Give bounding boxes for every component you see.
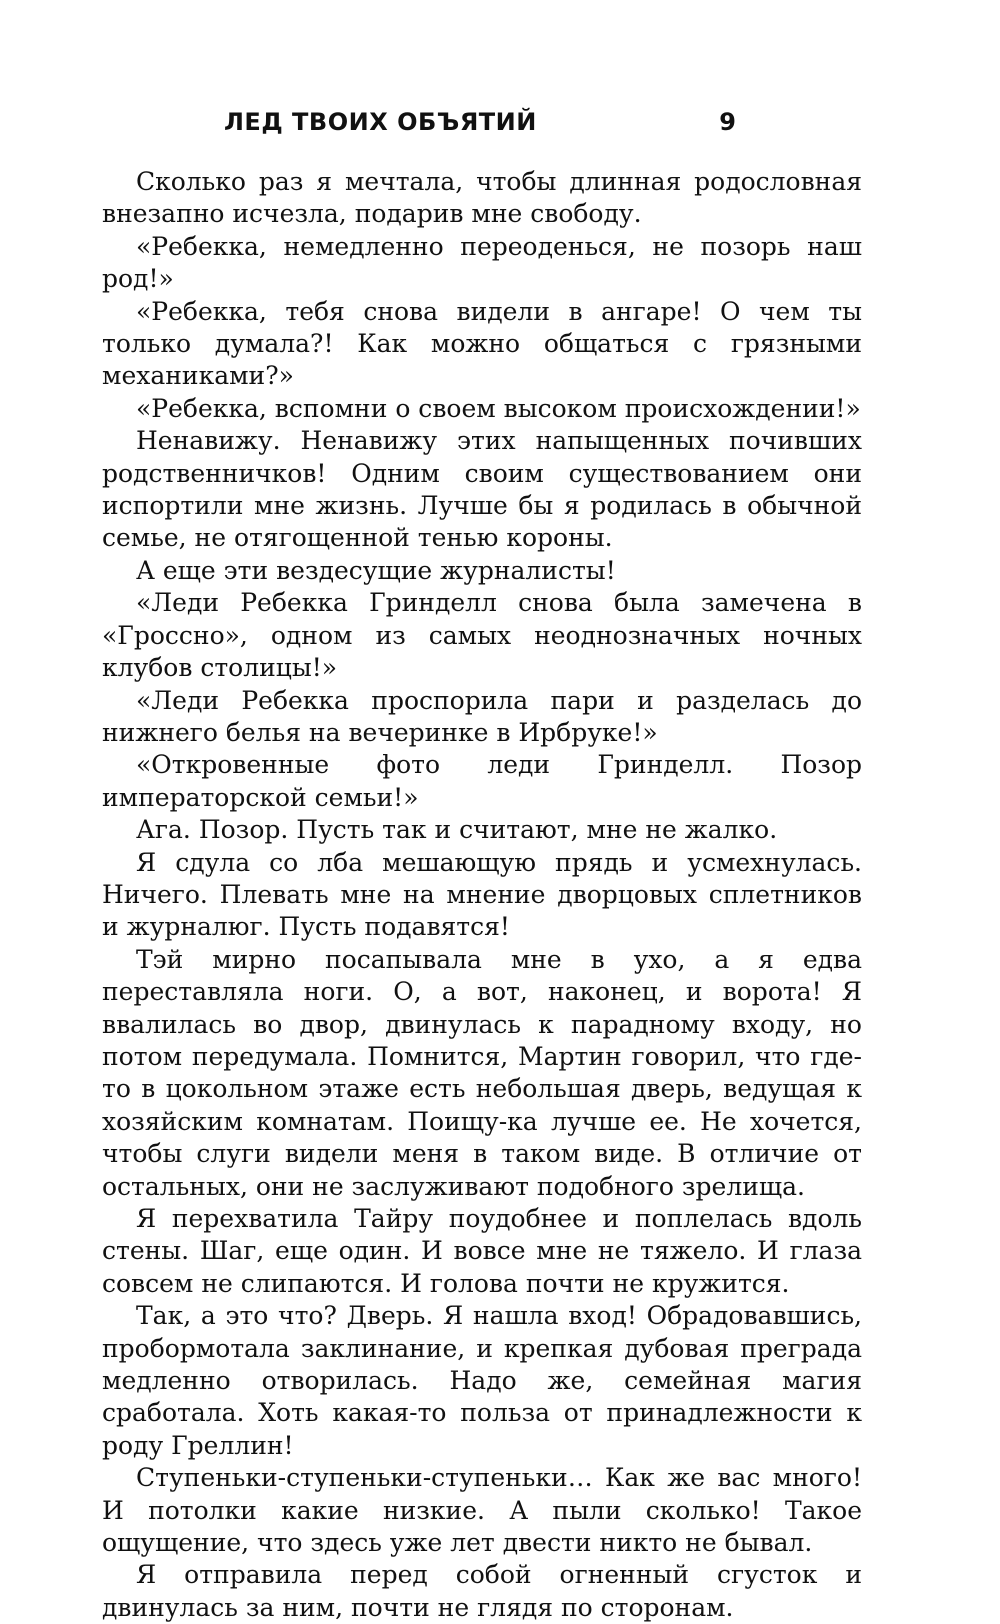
paragraph: Сколько раз я мечтала, чтобы длинная родословная внезапно исчезла, подарив мне свободу. bbox=[102, 167, 862, 229]
paragraph: Ступеньки-ступеньки-ступеньки… Как же вас много! И потолки какие низкие. А пыли сколько! Такое ощущение, что здесь уже лет двести никто не бывал. bbox=[102, 1463, 862, 1558]
paragraph: Я отправила перед собой огненный сгусток и двинулась за ним, почти не глядя по сторонам. bbox=[102, 1560, 862, 1622]
paragraph: А еще эти вездесущие журналисты! bbox=[136, 555, 616, 585]
running-head bbox=[224, 108, 736, 144]
book-title: ЛЕД ТВОИХ ОБЪЯТИЙ bbox=[224, 108, 537, 136]
paragraph: Я сдула со лба мешающую прядь и усмехнулась. Ничего. Плевать мне на мнение дворцовых сплетников и журналюг. Пусть подавятся! bbox=[102, 847, 862, 942]
paragraph: «Леди Ребекка проспорила пари и разделась до нижнего белья на вечеринке в Ирбруке!» bbox=[102, 685, 862, 747]
paragraph: «Леди Ребекка Гринделл снова была замечена в «Гроссно», одном из самых неоднозначных ночных клубов столицы!» bbox=[102, 588, 862, 683]
page-number: 9 bbox=[719, 108, 736, 136]
paragraph: «Ребекка, вспомни о своем высоком происхождении!» bbox=[136, 393, 861, 423]
paragraph: Тэй мирно посапывала мне в ухо, а я едва переставляла ноги. О, а вот, наконец, и ворота! Я ввалилась во двор, двинулась к парадному входу, но потом передумала. Помнится, Мартин говорил, что где-то в цокольном этаже есть небольшая дверь, ведущая к хозяйским комнатам. Поищу-ка лучше ее. Не хочется, чтобы слуги видели меня в таком виде. В отличие от остальных, они не заслуживают подобного зрелища. bbox=[102, 944, 862, 1201]
paragraph: «Ребекка, тебя снова видели в ангаре! О чем ты только думала?! Как можно общаться с грязными механиками?» bbox=[102, 296, 862, 391]
paragraph: «Ребекка, немедленно переоденься, не позорь наш род!» bbox=[102, 231, 862, 294]
paragraph: Ага. Позор. Пусть так и считают, мне не жалко. bbox=[136, 815, 778, 845]
paragraph: Так, а это что? Дверь. Я нашла вход! Обрадовавшись, пробормотала заклинание, и крепкая дубовая преграда медленно отворилась. Надо же, семейная магия сработала. Хоть какая-то польза от принадлежности к роду Греллин! bbox=[102, 1301, 862, 1460]
paragraph: Ненавижу. Ненавижу этих напыщенных почивших родственничков! Одним своим существованием они испортили мне жизнь. Лучше бы я родилась в обычной семье, не отягощенной тенью короны. bbox=[102, 426, 862, 553]
paragraph: «Откровенные фото леди Гринделл. Позор императорской семьи!» bbox=[102, 750, 862, 812]
paragraph: Я перехватила Тайру поудобнее и поплелась вдоль стены. Шаг, еще один. И вовсе мне не тяжело. И глаза совсем не слипаются. И голова почти не кружится. bbox=[102, 1204, 862, 1298]
body-text bbox=[102, 166, 862, 1624]
